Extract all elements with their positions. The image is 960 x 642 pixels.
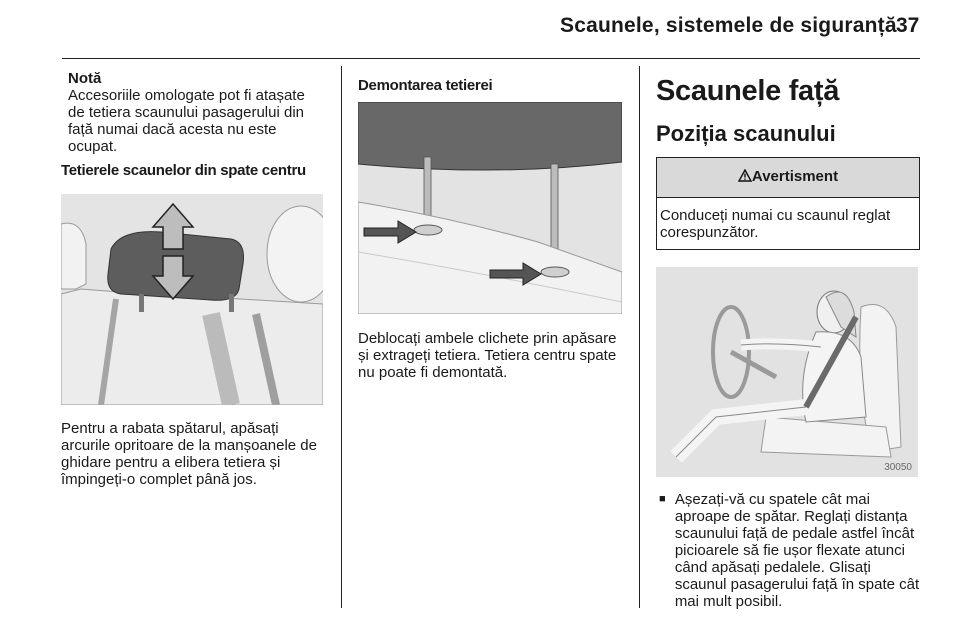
warning-header xyxy=(657,158,919,198)
note-block xyxy=(61,70,325,155)
rear-headrest-paragraph: Pentru a rabata spătarul, apăsați arcurile opritoare de la manșoanele de ghidare pentru a elibera tetiera și împingeți-o complet până jos. xyxy=(61,420,317,488)
headrest-clips-drawing xyxy=(358,102,622,314)
rear-center-headrest-illustration xyxy=(61,194,323,405)
driver-seat-position-illustration xyxy=(656,267,918,477)
figure-code: 30050 xyxy=(884,462,912,473)
headrest-removal-illustration xyxy=(358,102,622,314)
warning-box xyxy=(656,157,920,250)
warning-text: Conduceți numai cu scaunul reglat corespunzător. xyxy=(660,207,891,241)
column-left xyxy=(61,70,325,488)
headrest-arrows-drawing xyxy=(61,194,323,405)
bullet-square-icon: ■ xyxy=(659,493,666,505)
section-title: Scaunele față xyxy=(656,75,840,107)
column-divider xyxy=(639,66,640,608)
note-text: Accesoriile omologate pot fi atașate de tetiera scaunului pasagerului din față numai dacă acesta nu este ocupat. xyxy=(68,87,305,155)
warning-heading: Avertisment xyxy=(751,168,839,185)
list-item xyxy=(656,491,922,610)
driver-seated-drawing xyxy=(656,267,918,477)
page-header-title: Scaunele, sistemele de siguranță xyxy=(560,14,897,37)
page-number: 37 xyxy=(896,14,920,37)
headrest-removal-heading: Demontarea tetierei xyxy=(358,77,493,94)
section-subtitle: Poziția scaunului xyxy=(656,121,836,146)
column-divider xyxy=(341,66,342,608)
note-heading: Notă xyxy=(68,70,102,87)
rear-headrest-heading: Tetierele scaunelor din spate centru xyxy=(61,162,306,179)
seat-position-instruction: Așezați-vă cu spatele cât mai aproape de spătar. Reglați distanța scaunului față de pedale astfel încât picioarele să fie ușor flexate atunci când apăsați pedalele. Glisați scaunul pasagerului față în spate cât mai mult posibil. xyxy=(674,491,920,610)
warning-triangle-icon xyxy=(738,169,752,182)
headrest-removal-paragraph: Deblocați ambele clichete prin apăsare și extrageți tetiera. Tetiera centru spate nu poate fi demontată. xyxy=(358,330,617,381)
column-right xyxy=(656,75,922,610)
column-middle xyxy=(358,77,622,381)
header-rule xyxy=(62,58,920,59)
